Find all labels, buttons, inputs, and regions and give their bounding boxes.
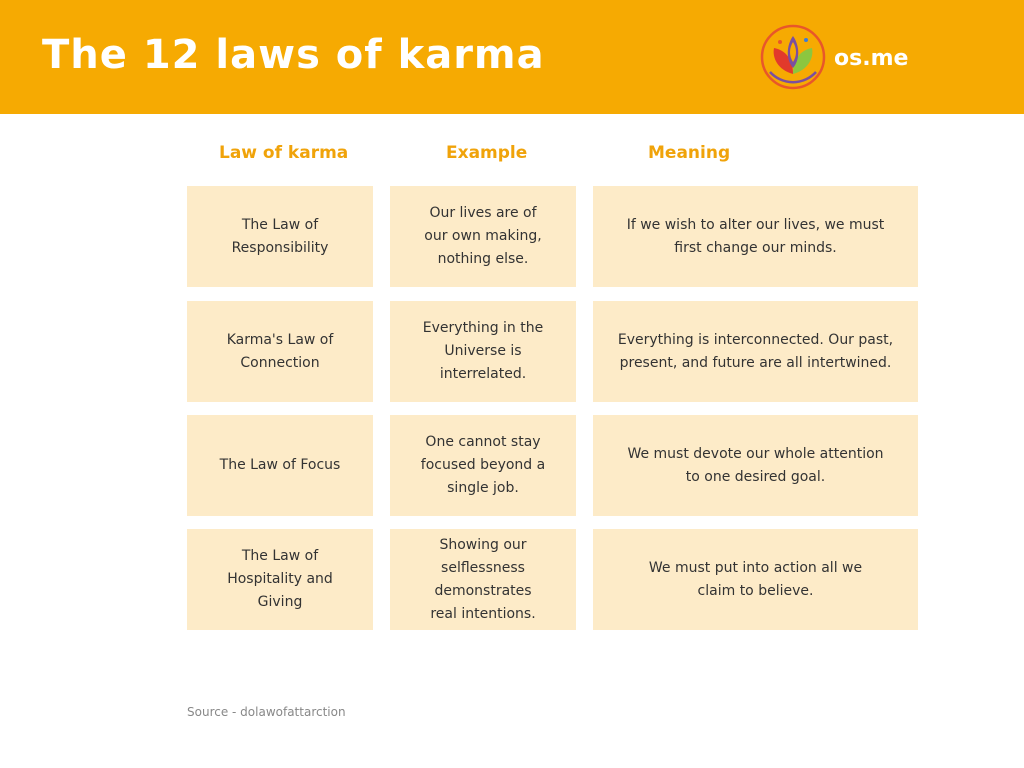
table-row-3-example: One cannot stay focused beyond a single job. bbox=[390, 415, 576, 516]
table-row-2-example: Everything in the Universe is interrelated. bbox=[390, 301, 576, 402]
page-title: The 12 laws of karma bbox=[42, 32, 545, 78]
table-row-4-meaning: We must put into action all we claim to believe. bbox=[593, 529, 918, 630]
table-row-1-meaning: If we wish to alter our lives, we must first change our minds. bbox=[593, 186, 918, 287]
column-header-example: Example bbox=[446, 143, 528, 163]
table-row-2-law: Karma's Law of Connection bbox=[187, 301, 373, 402]
lotus-leaves-logo-icon bbox=[758, 22, 828, 92]
column-header-meaning: Meaning bbox=[648, 143, 731, 163]
table-row-1-law: The Law of Responsibility bbox=[187, 186, 373, 287]
brand-name: os.me bbox=[834, 46, 909, 71]
column-header-law: Law of karma bbox=[219, 143, 349, 163]
source-caption: Source - dolawofattarction bbox=[187, 705, 346, 719]
table-row-3-meaning: We must devote our whole attention to one desired goal. bbox=[593, 415, 918, 516]
table-row-4-law: The Law of Hospitality and Giving bbox=[187, 529, 373, 630]
table-row-2-meaning: Everything is interconnected. Our past, present, and future are all intertwined. bbox=[593, 301, 918, 402]
table-row-4-example: Showing our selflessness demonstrates real intentions. bbox=[390, 529, 576, 630]
table-row-3-law: The Law of Focus bbox=[187, 415, 373, 516]
table-row-1-example: Our lives are of our own making, nothing else. bbox=[390, 186, 576, 287]
header-bar bbox=[0, 0, 1024, 114]
